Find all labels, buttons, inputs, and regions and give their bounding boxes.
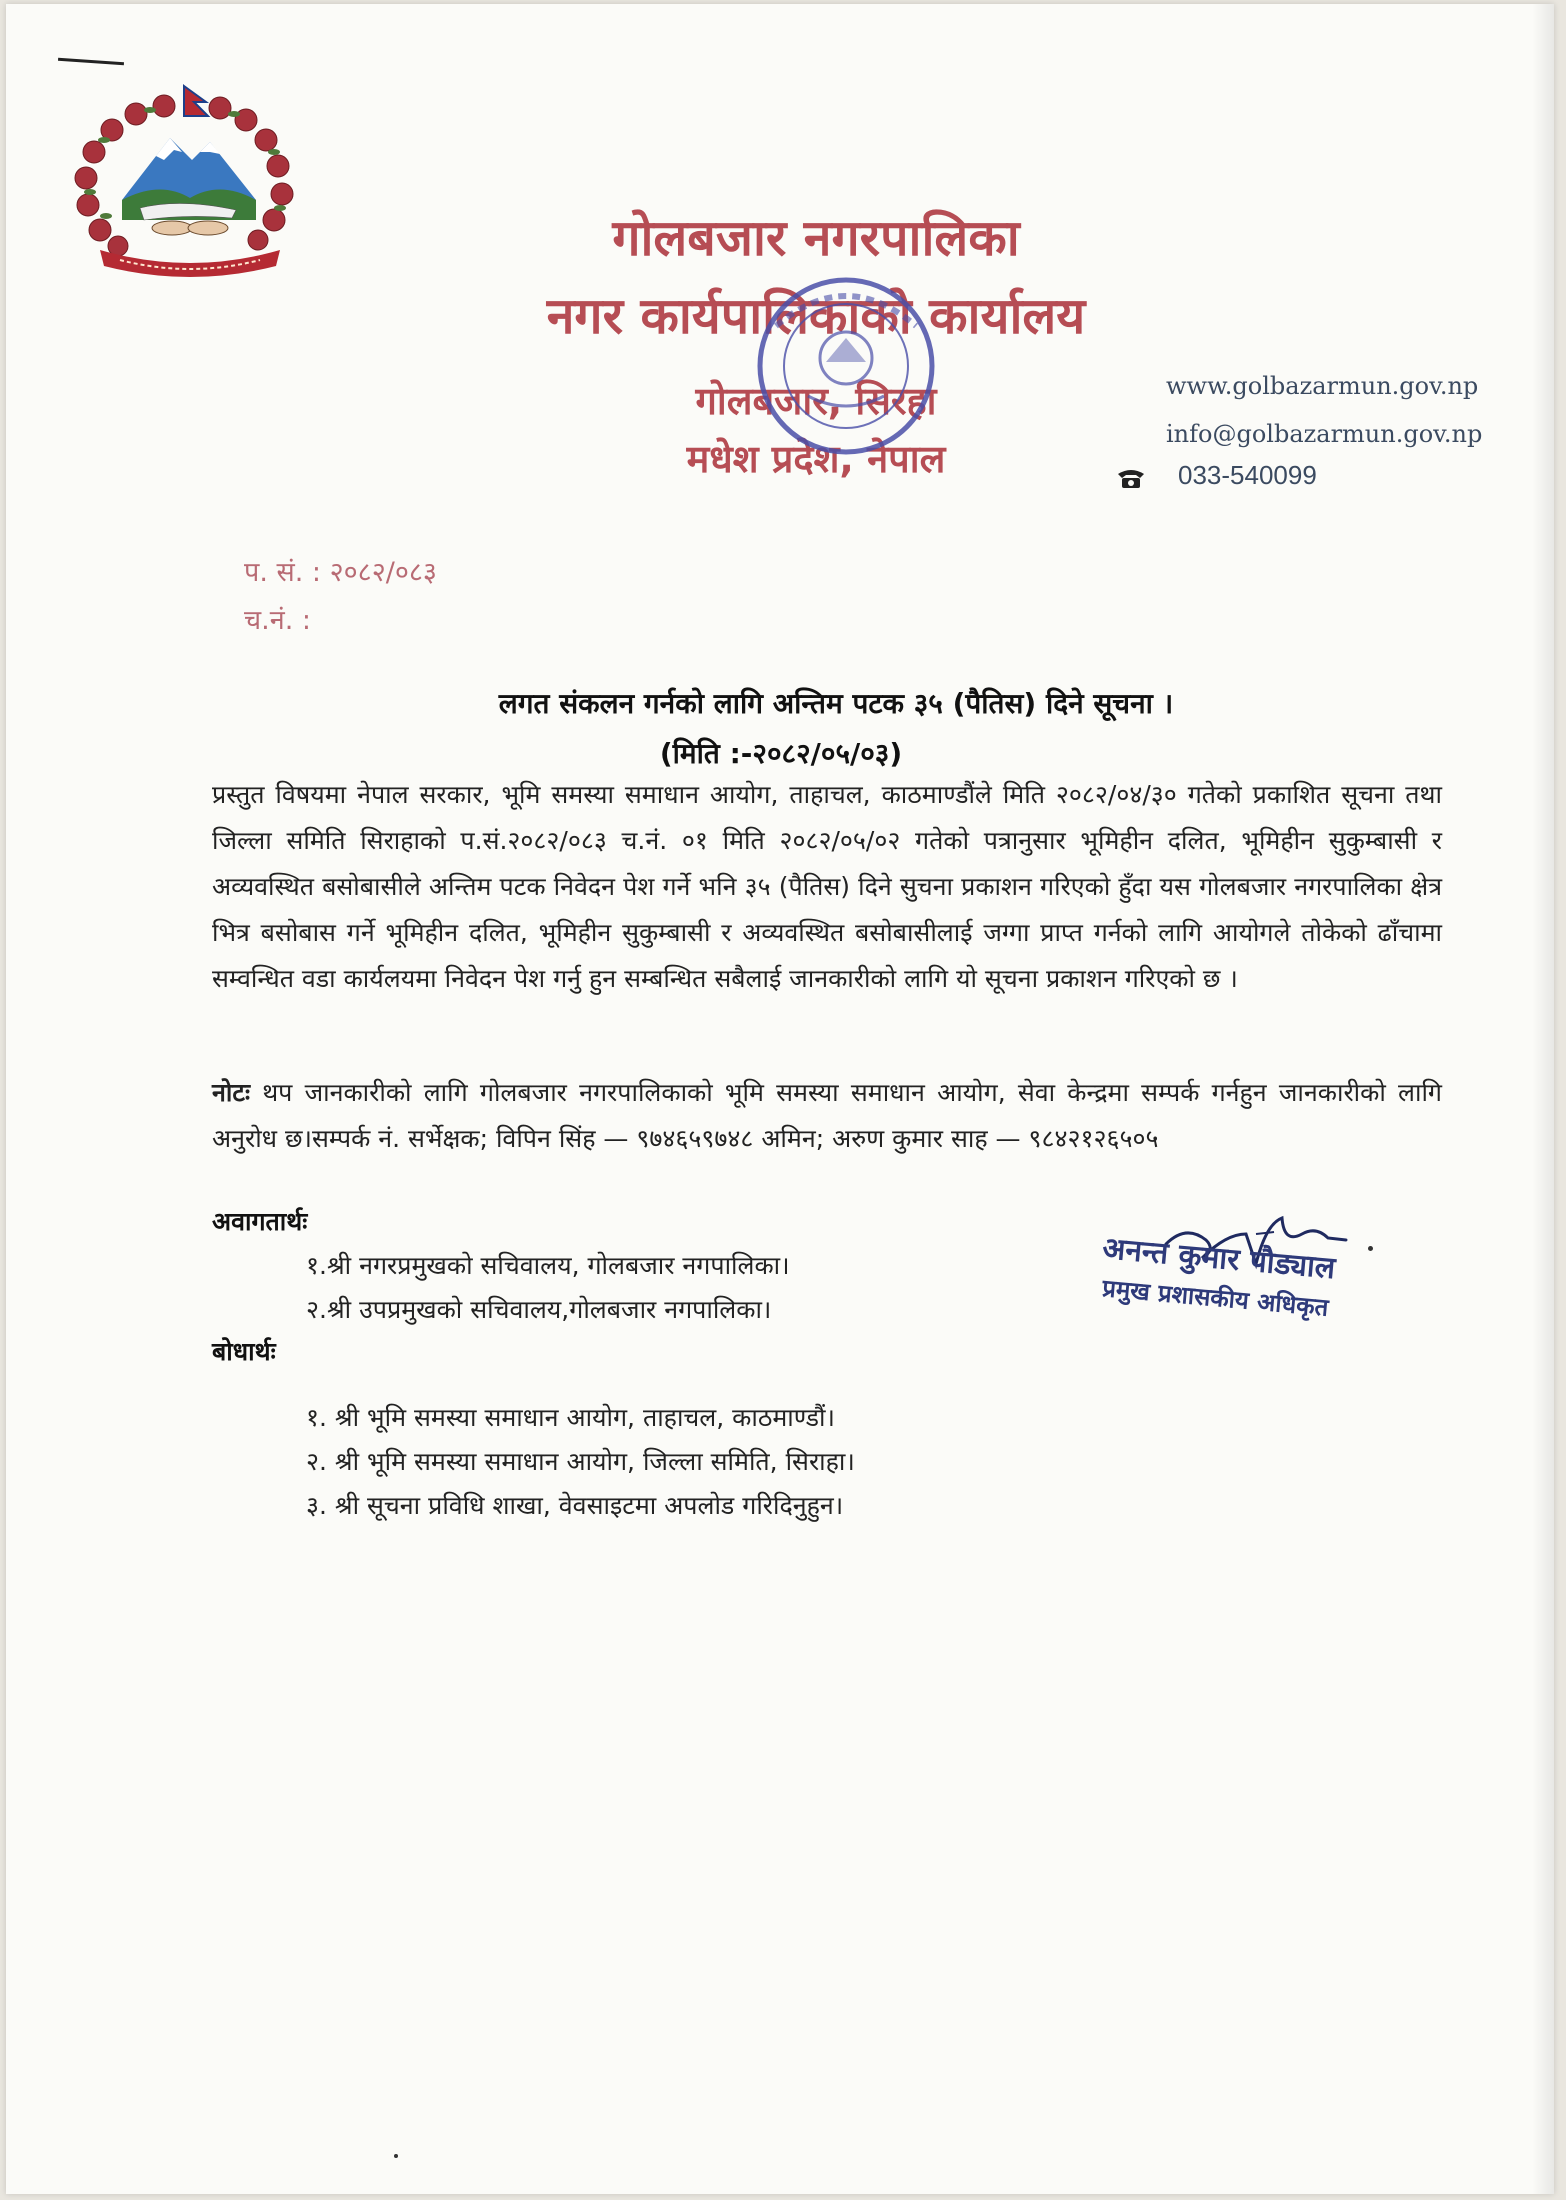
notice-date: (मिति :-२०८२/०५/०३) xyxy=(659,737,903,770)
bodhartha-item: १. श्री भूमि समस्या समाधान आयोग, ताहाचल, काठमाण्डौं। xyxy=(306,1403,835,1432)
website-link[interactable]: www.golbazarmun.gov.np xyxy=(1166,372,1479,400)
email-link[interactable]: info@golbazarmun.gov.np xyxy=(1166,420,1483,448)
ink-dot xyxy=(394,2154,398,2158)
note-text: थप जानकारीको लागि गोलबजार नगरपालिकाको भूमि समस्या समाधान आयोग, सेवा केन्द्रमा सम्पर्क गर्नहुन जानकारीको लागि अनुरोध छ।सम्पर्क नं. सर्भेक्षक; विपिन सिंह — ९७४६५९७४८ अमिन; अरुण कुमार साह — ९८४२१२६५०५ xyxy=(212,1078,1442,1153)
office-seal-stamp xyxy=(746,266,946,466)
telephone-icon xyxy=(1116,466,1146,490)
bodhartha-item: ३. श्री सूचना प्रविधि शाखा, वेवसाइटमा अपलोड गरिदिनुहुन। xyxy=(306,1491,844,1520)
awagatartha-item: १.श्री नगरप्रमुखको सचिवालय, गोलबजार नगपालिका। xyxy=(306,1251,790,1280)
pen-mark xyxy=(58,58,124,66)
bodhartha-item: २. श्री भूमि समस्या समाधान आयोग, जिल्ला समिति, सिराहा। xyxy=(306,1447,855,1476)
notice-subject: लगत संकलन गर्नको लागि अन्तिम पटक ३५ (पैतिस) दिने सूचना । xyxy=(498,687,1174,720)
dispatch-number: च.नं. : xyxy=(244,605,311,636)
province-name: मधेश प्रदेश, नेपाल xyxy=(686,437,946,481)
phone-number: 033-540099 xyxy=(1178,460,1317,490)
awagatartha-item: २.श्री उपप्रमुखको सचिवालय,गोलबजार नगपालिका। xyxy=(306,1295,772,1324)
ink-dot xyxy=(1368,1246,1373,1251)
officer-title: प्रमुख प्रशासकीय अधिकृत xyxy=(1101,1273,1330,1322)
municipality-name: गोलबजार नगरपालिका xyxy=(612,209,1020,267)
office-name: नगर कार्यपालिकाको कार्यालय xyxy=(546,287,1086,345)
document-page xyxy=(6,4,1554,2194)
letter-reference-number: प. सं. : २०८२/०८३ xyxy=(244,557,437,588)
notice-body: प्रस्तुत विषयमा नेपाल सरकार, भूमि समस्या समाधान आयोग, ताहाचल, काठमाण्डौंले मिति २०८२/०४/३० गतेको प्रकाशित सूचना तथा जिल्ला समिति सिराहाको प.सं.२०८२/०८३ च.नं. ०१ मिति २०८२/०५/०२ गतेको पत्रानुसार भूमिहीन दलित, भूमिहीन सुकुम्बासी र अव्यवस्थित बसोबासीले अन्तिम पटक निवेदन पेश गर्ने भनि ३५ (पैतिस) दिने सुचना प्रकाशन गरिएको हुँदा यस गोलबजार नगरपालिका क्षेत्र भित्र बसोबास गर्ने भूमिहीन दलित, भूमिहीन सुकुम्बासी र अव्यवस्थित बसोबासीलाई जग्गा प्राप्त गर्नको लागि आयोगले तोकेको ढाँचामा सम्वन्धित वडा कार्यलयमा निवेदन पेश गर्नु हुन सम्बन्धित सबैलाई जानकारीको लागि यो सूचना प्रकाशन गरिएको छ । xyxy=(212,780,1442,993)
nepal-emblem-icon xyxy=(60,80,318,280)
note-label: नोटः xyxy=(212,1078,251,1107)
note-paragraph xyxy=(212,1070,1442,1162)
office-address: गोलबजार, सिरहा xyxy=(695,379,937,423)
bodhartha-heading: बोधार्थः xyxy=(212,1337,276,1366)
awagatartha-heading: अवागतार्थः xyxy=(212,1207,308,1236)
officer-name: अनन्त कुमार पौड्याल xyxy=(1101,1231,1337,1287)
